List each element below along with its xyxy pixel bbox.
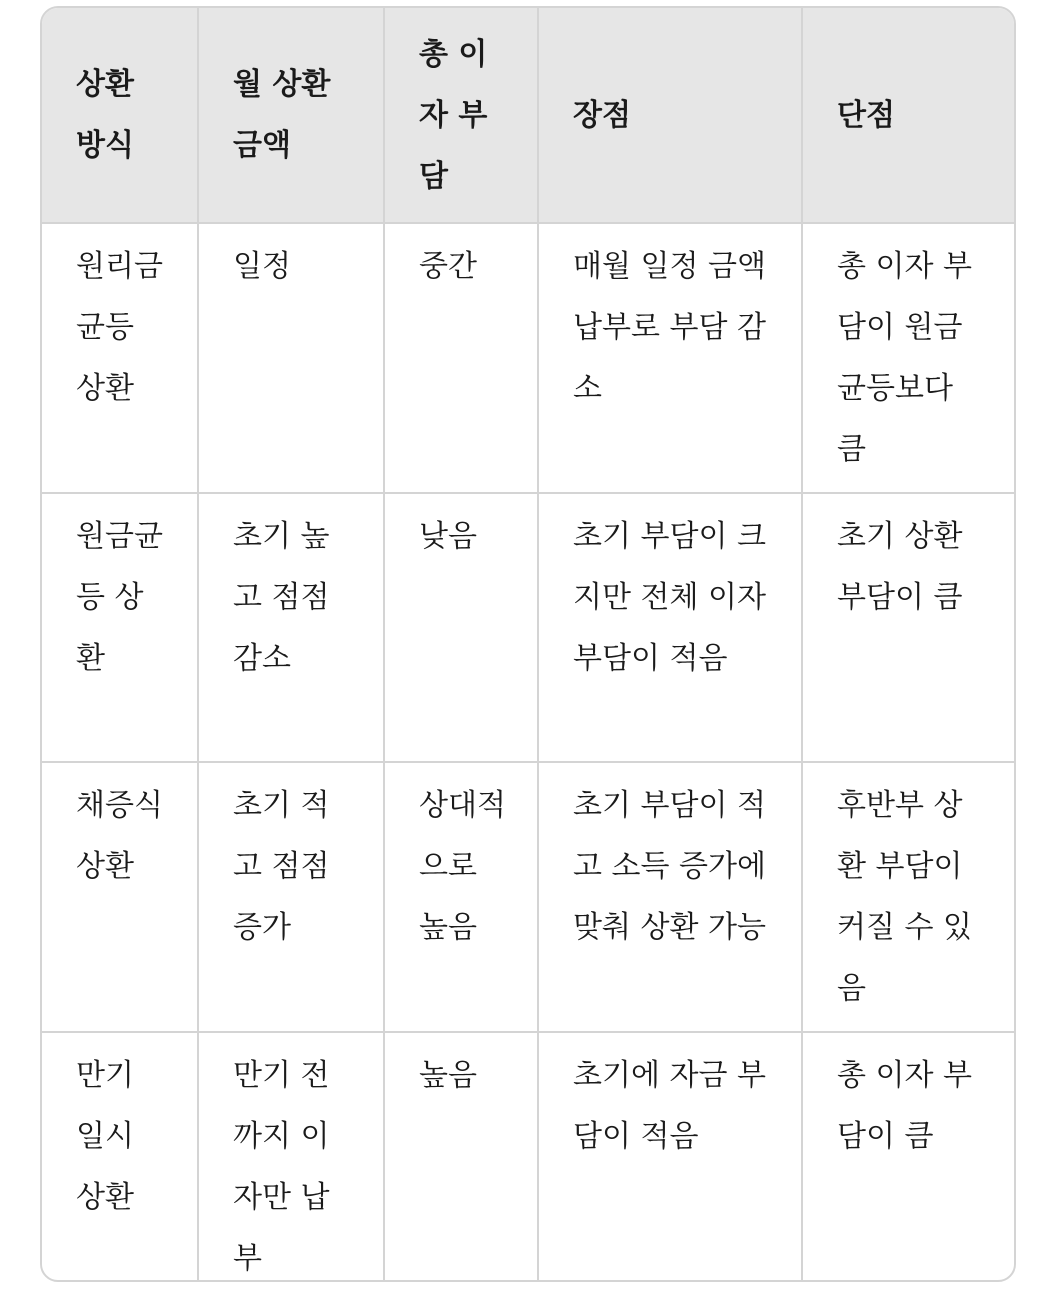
cell-total-interest: 높음 bbox=[384, 1032, 538, 1282]
table-row bbox=[42, 493, 1016, 762]
cell-total-interest: 낮음 bbox=[384, 493, 538, 762]
cell-cons: 초기 상환 부담이 큼 bbox=[802, 493, 1016, 762]
cell-cons: 후반부 상환 부담이 커질 수 있음 bbox=[802, 762, 1016, 1032]
cell-repayment-method: 만기 일시 상환 bbox=[42, 1032, 198, 1282]
table-row bbox=[42, 762, 1016, 1032]
header-monthly-payment: 월 상환 금액 bbox=[198, 8, 384, 223]
table-header-row bbox=[42, 8, 1016, 223]
cell-cons: 총 이자 부담이 원금균등보다 큼 bbox=[802, 223, 1016, 493]
cell-pros: 초기 부담이 적고 소득 증가에 맞춰 상환 가능 bbox=[538, 762, 802, 1032]
cell-monthly-payment: 만기 전까지 이자만 납부 bbox=[198, 1032, 384, 1282]
cell-pros: 매월 일정 금액 납부로 부담 감소 bbox=[538, 223, 802, 493]
table-row bbox=[42, 223, 1016, 493]
header-repayment-method: 상환 방식 bbox=[42, 8, 198, 223]
header-cons: 단점 bbox=[802, 8, 1016, 223]
cell-monthly-payment: 초기 높고 점점 감소 bbox=[198, 493, 384, 762]
table bbox=[42, 8, 1016, 1282]
repayment-comparison-table bbox=[40, 6, 1016, 1282]
cell-total-interest: 상대적으로 높음 bbox=[384, 762, 538, 1032]
cell-monthly-payment: 초기 적고 점점 증가 bbox=[198, 762, 384, 1032]
cell-pros: 초기 부담이 크지만 전체 이자 부담이 적음 bbox=[538, 493, 802, 762]
cell-repayment-method: 채증식 상환 bbox=[42, 762, 198, 1032]
header-pros: 장점 bbox=[538, 8, 802, 223]
cell-total-interest: 중간 bbox=[384, 223, 538, 493]
cell-monthly-payment: 일정 bbox=[198, 223, 384, 493]
cell-repayment-method: 원금균등 상환 bbox=[42, 493, 198, 762]
cell-repayment-method: 원리금 균등 상환 bbox=[42, 223, 198, 493]
cell-cons: 총 이자 부담이 큼 bbox=[837, 1058, 972, 1154]
header-total-interest: 총 이자 부담 bbox=[384, 8, 538, 223]
table-row bbox=[42, 1032, 1016, 1282]
cell-pros: 초기에 자금 부담이 적음 bbox=[538, 1032, 802, 1282]
